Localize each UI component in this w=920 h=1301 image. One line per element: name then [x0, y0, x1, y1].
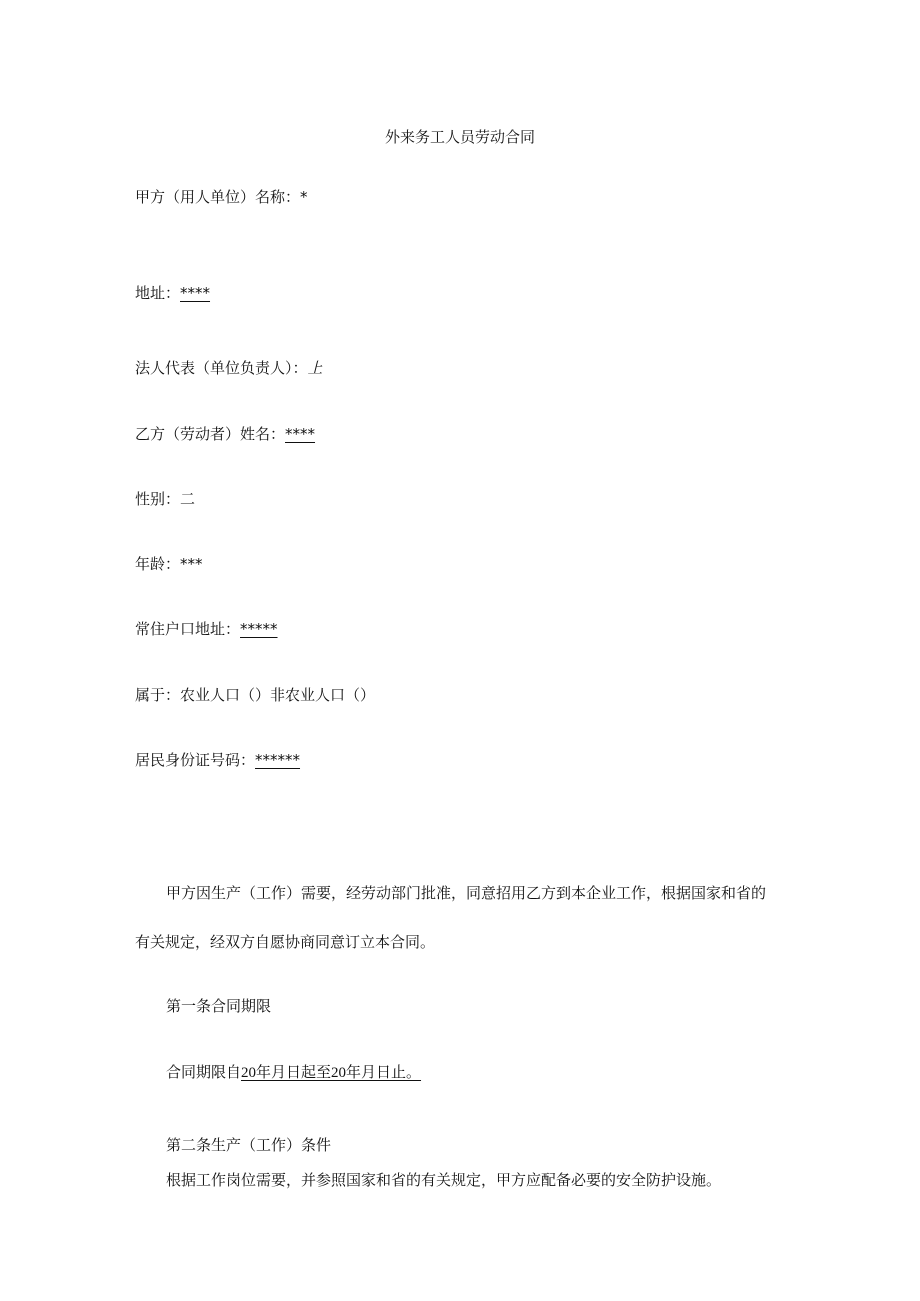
article-2-text: 根据工作岗位需要，并参照国家和省的有关规定，甲方应配备必要的安全防护设施。	[166, 1171, 722, 1189]
intro-paragraph-line-2: 有关规定，经双方自愿协商同意订立本合同。	[135, 933, 436, 951]
party-a-name-row	[135, 187, 308, 207]
party-b-name-row	[135, 424, 315, 444]
id-number-row	[135, 750, 300, 770]
address-label: 地址：	[135, 284, 181, 302]
id-number-label: 居民身份证号码：	[135, 751, 256, 769]
article-1-text	[166, 1062, 421, 1083]
age-row	[135, 554, 203, 574]
age-value: ***	[180, 555, 203, 573]
article-1-title: 第一条合同期限	[166, 997, 272, 1015]
id-number-value: ******	[255, 751, 301, 769]
gender-row	[135, 489, 195, 509]
residence-row	[135, 619, 278, 639]
household-type-row: 属于：农业人口（）非农业人口（）	[135, 686, 376, 704]
age-label: 年龄：	[135, 555, 181, 573]
legal-rep-row	[135, 358, 323, 378]
address-value: ****	[180, 284, 211, 302]
article-1-value: 20年月日起至20年月日止。	[241, 1065, 422, 1081]
article-2-title: 第二条生产（工作）条件	[166, 1136, 332, 1154]
legal-rep-label: 法人代表（单位负责人）：	[135, 359, 308, 377]
party-b-name-label: 乙方（劳动者）姓名：	[135, 425, 286, 443]
residence-label: 常住户口地址：	[135, 620, 241, 638]
intro-paragraph-line-1: 甲方因生产（工作）需要，经劳动部门批准，同意招用乙方到本企业工作，根据国家和省的	[166, 884, 767, 902]
gender-label: 性别：	[135, 490, 181, 508]
residence-value: *****	[240, 620, 278, 638]
party-b-name-value: ****	[285, 425, 316, 443]
party-a-name-label: 甲方（用人单位）名称：	[135, 188, 301, 206]
article-1-prefix: 合同期限自	[166, 1063, 242, 1081]
gender-value: 二	[180, 490, 196, 508]
document-title: 外来务工人员劳动合同	[384, 128, 535, 146]
legal-rep-value: 上	[307, 359, 323, 377]
address-row	[135, 283, 210, 303]
party-a-name-value: *	[300, 188, 308, 206]
